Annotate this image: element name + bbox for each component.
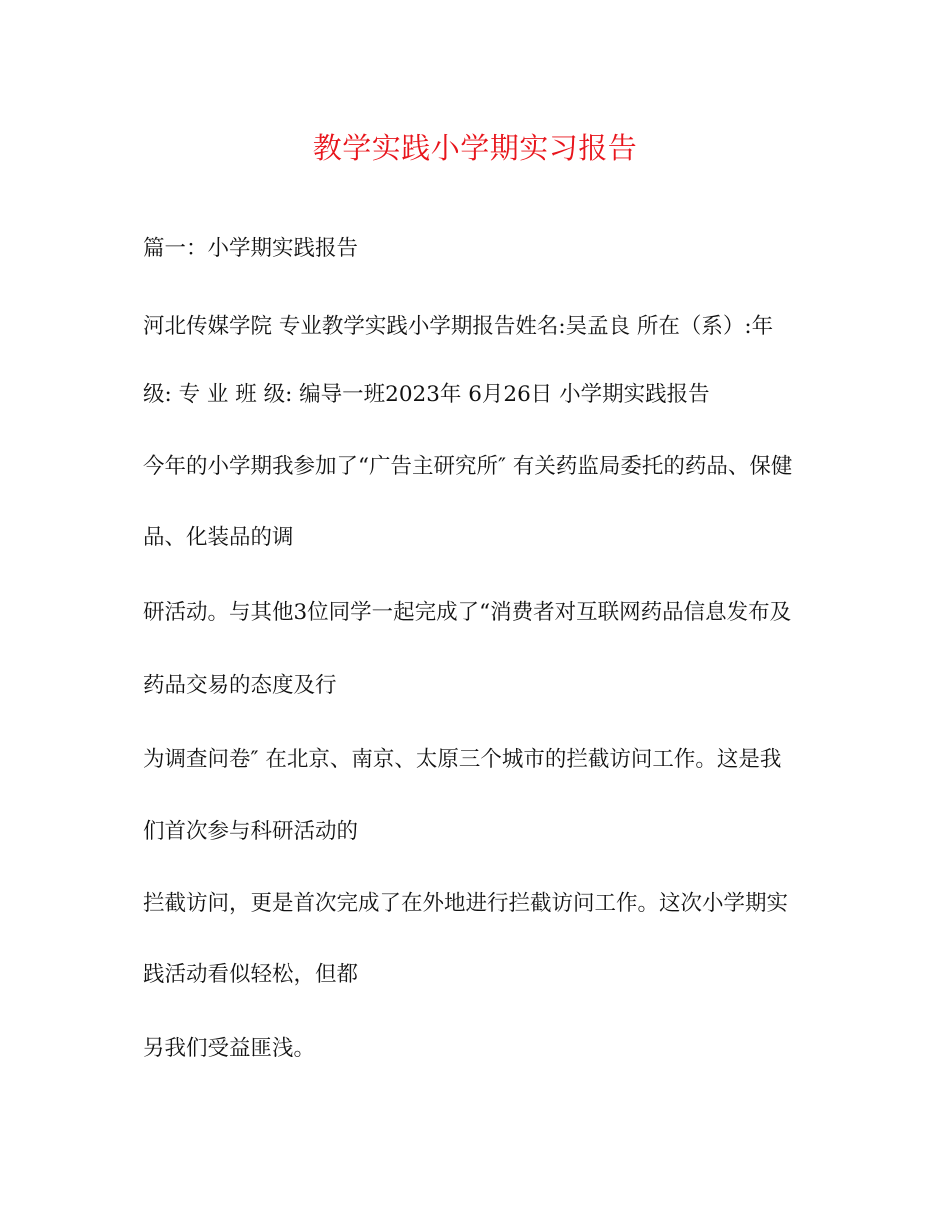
paragraph-line: 河北传媒学院 专业教学实践小学期报告姓名:吴孟良 所在（系）:年 (143, 314, 774, 339)
paragraph-line: 们首次参与科研活动的 (143, 819, 359, 844)
paragraph-line: 研活动。与其他3位同学一起完成了“消费者对互联网药品信息发布及 (143, 600, 792, 625)
paragraph-line: 品、化装品的调 (143, 525, 294, 550)
paragraph-line: 践活动看似轻松，但都 (143, 962, 359, 987)
paragraph-line: 拦截访问，更是首次完成了在外地进行拦截访问工作。这次小学期实 (143, 891, 789, 916)
paragraph-line: 药品交易的态度及行 (143, 673, 337, 698)
paragraph-line: 今年的小学期我参加了“广告主研究所″ 有关药监局委托的药品、保健 (143, 454, 793, 479)
paragraph-line: 另我们受益匪浅。 (143, 1036, 316, 1061)
paragraph-line: 级: 专 业 班 级: 编导一班2023年 6月26日 小学期实践报告 (143, 382, 710, 407)
section-heading: 篇一：小学期实践报告 (143, 236, 359, 261)
paragraph-line: 为调查问卷″ 在北京、南京、太原三个城市的拦截访问工作。这是我 (143, 747, 782, 772)
document-title: 教学实践小学期实习报告 (312, 131, 638, 165)
